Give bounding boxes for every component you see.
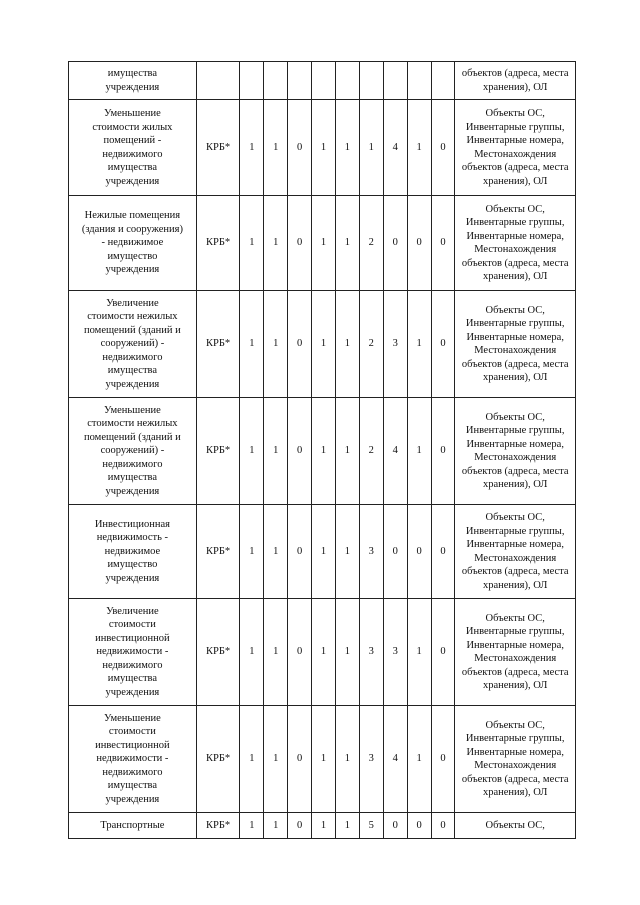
account-name-cell: Уменьшение стоимости инвестиционной недвижимости - недвижимого имущества учреждения [69,706,197,813]
table-row [69,599,576,706]
account-digit-cell: 1 [312,291,336,398]
account-digit-cell: 5 [359,813,383,839]
account-code-cell: КРБ* [196,599,240,706]
account-digit-cell: 0 [407,196,431,291]
account-digit-cell: 1 [240,599,264,706]
account-code-cell: КРБ* [196,291,240,398]
table-row [69,196,576,291]
account-digit-cell: 1 [335,599,359,706]
account-digit-cell: 1 [264,505,288,599]
account-name-cell: Транспортные [69,813,197,839]
account-digit-cell: 1 [407,599,431,706]
account-digit-cell: 1 [312,505,336,599]
account-digit-cell: 2 [359,398,383,505]
account-digit-cell: 1 [240,813,264,839]
table-row [69,706,576,813]
account-digit-cell: 3 [383,291,407,398]
account-digit-cell: 0 [288,398,312,505]
analytics-cell: Объекты ОС, Инвентарные группы, Инвентарные номера, Местонахождения объектов (адреса, места хранения), ОЛ [455,706,576,813]
account-digit-cell: 3 [383,599,407,706]
account-digit-cell: 1 [312,813,336,839]
account-digit-cell: 1 [335,398,359,505]
table-row [69,100,576,196]
account-digit-cell: 0 [288,813,312,839]
account-code-cell [196,62,240,100]
account-name-cell: Увеличение стоимости инвестиционной недвижимости - недвижимого имущества учреждения [69,599,197,706]
account-digit-cell: 0 [431,196,455,291]
account-digit-cell: 1 [335,706,359,813]
account-name-cell: Инвестиционная недвижимость - недвижимое имущество учреждения [69,505,197,599]
analytics-cell: Объекты ОС, Инвентарные группы, Инвентарные номера, Местонахождения объектов (адреса, места хранения), ОЛ [455,505,576,599]
analytics-cell: Объекты ОС, Инвентарные группы, Инвентарные номера, Местонахождения объектов (адреса, места хранения), ОЛ [455,398,576,505]
account-digit-cell [288,62,312,100]
account-digit-cell: 1 [335,813,359,839]
table-row [69,62,576,100]
account-digit-cell: 1 [312,599,336,706]
account-digit-cell [431,62,455,100]
account-code-cell: КРБ* [196,706,240,813]
account-digit-cell: 1 [335,505,359,599]
account-digit-cell: 1 [264,599,288,706]
account-digit-cell: 3 [359,505,383,599]
account-digit-cell: 0 [288,599,312,706]
account-digit-cell: 0 [431,398,455,505]
account-digit-cell [407,62,431,100]
analytics-cell: объектов (адреса, места хранения), ОЛ [455,62,576,100]
account-digit-cell: 1 [264,196,288,291]
analytics-cell: Объекты ОС, [455,813,576,839]
table-row [69,291,576,398]
account-name-cell: Увеличение стоимости нежилых помещений (зданий и сооружений) - недвижимого имущества учреждения [69,291,197,398]
account-digit-cell [312,62,336,100]
account-digit-cell: 1 [407,100,431,196]
analytics-cell: Объекты ОС, Инвентарные группы, Инвентарные номера, Местонахождения объектов (адреса, места хранения), ОЛ [455,100,576,196]
table-row [69,505,576,599]
account-digit-cell: 4 [383,706,407,813]
account-name-cell: Уменьшение стоимости жилых помещений - недвижимого имущества учреждения [69,100,197,196]
account-code-cell: КРБ* [196,196,240,291]
account-digit-cell: 0 [431,291,455,398]
account-code-cell: КРБ* [196,813,240,839]
account-digit-cell: 1 [335,291,359,398]
account-digit-cell: 1 [240,505,264,599]
table-row [69,813,576,839]
account-digit-cell: 0 [431,100,455,196]
accounts-table-body [69,62,576,839]
account-digit-cell: 1 [312,706,336,813]
account-digit-cell: 1 [264,398,288,505]
account-digit-cell: 1 [264,291,288,398]
account-code-cell: КРБ* [196,398,240,505]
account-code-cell: КРБ* [196,100,240,196]
account-digit-cell [335,62,359,100]
account-digit-cell: 0 [288,706,312,813]
account-digit-cell: 0 [407,505,431,599]
account-digit-cell: 1 [407,291,431,398]
account-digit-cell [240,62,264,100]
account-digit-cell: 0 [407,813,431,839]
account-digit-cell: 2 [359,196,383,291]
account-digit-cell: 0 [288,291,312,398]
account-name-cell: Уменьшение стоимости нежилых помещений (зданий и сооружений) - недвижимого имущества учреждения [69,398,197,505]
account-digit-cell [383,62,407,100]
account-digit-cell: 1 [312,196,336,291]
account-digit-cell: 0 [383,505,407,599]
account-digit-cell: 3 [359,599,383,706]
account-digit-cell: 2 [359,291,383,398]
account-digit-cell: 1 [407,398,431,505]
account-digit-cell: 1 [264,813,288,839]
account-digit-cell [264,62,288,100]
account-digit-cell: 1 [264,706,288,813]
account-digit-cell: 1 [335,196,359,291]
account-digit-cell: 0 [431,813,455,839]
account-digit-cell: 1 [240,398,264,505]
account-digit-cell: 3 [359,706,383,813]
account-digit-cell: 0 [431,599,455,706]
account-digit-cell: 1 [312,100,336,196]
account-digit-cell: 1 [240,196,264,291]
analytics-cell: Объекты ОС, Инвентарные группы, Инвентарные номера, Местонахождения объектов (адреса, места хранения), ОЛ [455,291,576,398]
account-digit-cell: 1 [407,706,431,813]
accounts-table [68,61,576,839]
account-digit-cell: 0 [431,505,455,599]
account-digit-cell: 1 [240,706,264,813]
table-row [69,398,576,505]
account-digit-cell: 0 [431,706,455,813]
account-digit-cell: 1 [359,100,383,196]
account-code-cell: КРБ* [196,505,240,599]
account-digit-cell: 0 [383,196,407,291]
account-digit-cell: 4 [383,100,407,196]
account-digit-cell: 1 [240,100,264,196]
account-digit-cell: 0 [288,505,312,599]
account-digit-cell: 1 [240,291,264,398]
account-name-cell: имущества учреждения [69,62,197,100]
account-digit-cell: 1 [312,398,336,505]
account-digit-cell: 1 [335,100,359,196]
account-digit-cell: 0 [288,196,312,291]
analytics-cell: Объекты ОС, Инвентарные группы, Инвентарные номера, Местонахождения объектов (адреса, места хранения), ОЛ [455,196,576,291]
account-digit-cell: 0 [288,100,312,196]
account-digit-cell: 1 [264,100,288,196]
account-name-cell: Нежилые помещения (здания и сооружения) - недвижимое имущество учреждения [69,196,197,291]
analytics-cell: Объекты ОС, Инвентарные группы, Инвентарные номера, Местонахождения объектов (адреса, места хранения), ОЛ [455,599,576,706]
account-digit-cell: 0 [383,813,407,839]
account-digit-cell: 4 [383,398,407,505]
account-digit-cell [359,62,383,100]
